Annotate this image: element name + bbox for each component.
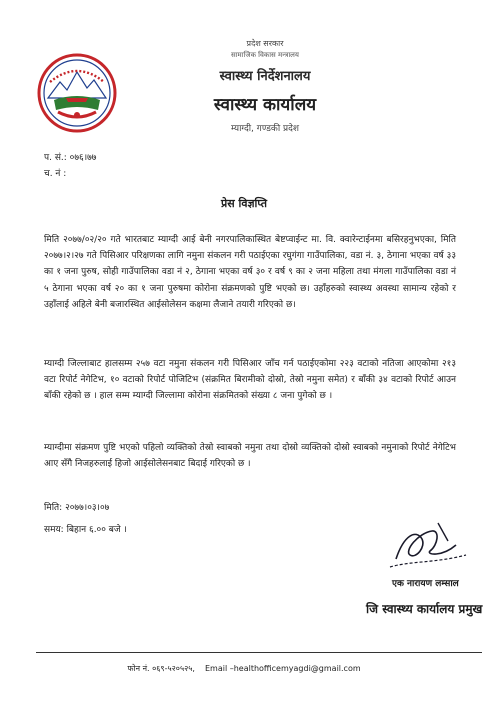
letterhead-directorate: स्वास्थ्य निर्देशनालय xyxy=(219,69,311,84)
signer-name: एक नारायण लम्साल xyxy=(392,579,459,589)
letterhead xyxy=(150,8,380,134)
footer-email[interactable]: Email –healthofficemyagdi@gmail.com xyxy=(204,664,361,673)
handwritten-signature xyxy=(386,515,470,577)
paragraph-2: म्याग्दी जिल्लाबाट हालसम्म २५७ वटा नमुना संकलन गरी पिसिआर जाँच गर्न पठाईएकोमा २२३ वटाको नतिजा आएकोमा २१३ वटा रिपोर्ट नेगेटिभ, १० वटाको रिपोर्ट पोजिटिभ (संक्रमित बिरामीको दोस्रो, तेस्रो नमुना समेत) र बाँकी ३४ वटाको रिपोर्ट आउन बाँकी रहेको छ । हाल सम्म म्याग्दी जिल्लामा कोरोना संक्रमितको संख्या ८ जना पुगेको छ । xyxy=(44,359,456,402)
press-release-heading: प्रेस विज्ञप्ति xyxy=(220,197,268,210)
footer-contact xyxy=(0,663,488,674)
paragraph-1: मिति २०७७/०२/२० गते भारतबाट म्याग्दी आई बेनी नगरपालिकास्थित बेष्टप्वाईन्ट मा. वि. क्वारेन्टाईनमा बसिरहनुभएका, मिति २०७७।२।२७ गते पिसिआर परिक्षणका लागि नमुना संकलन गरी पठाईएका रघुगंगा गाउँपालिका, वडा नं. ३, ठेगाना भएका वर्ष ३३ का १ जना पुरुष, सोही गाउँपालिका वडा नं २, ठेगाना भएका वर्ष ३० र वर्ष ९ का २ जना महिला तथा मंगला गाउँपालिका वडा नं ५ ठेगाना भएका वर्ष २० का १ जना पुरुषमा कोरोना संक्रमणको पुष्टि भएको छ। उहाँहरुको स्वास्थ्य अवस्था सामान्य रहेको र उहाँलाई अहिले बेनी बजारस्थित आईसोलेसन कक्षमा लैजाने तयारी गरिएको छ। xyxy=(44,235,456,310)
letter-number: प. सं.: ०७६।७७ xyxy=(44,153,97,163)
footer-phone: फोन नं. ०६९-५२०५२५, xyxy=(127,664,195,673)
letterhead-office: स्वास्थ्य कार्यालय xyxy=(213,95,317,115)
letterhead-ministry: सामाजिक विकास मन्त्रालय xyxy=(231,51,299,59)
letterhead-location: म्याग्दी, गण्डकी प्रदेश xyxy=(230,124,300,134)
release-date: मिति: २०७७।०३।०७ xyxy=(44,503,110,513)
nepal-emblem-icon xyxy=(36,52,118,134)
letterhead-government: प्रदेश सरकार xyxy=(246,39,284,48)
paragraph-3: म्याग्दीमा संक्रमण पुष्टि भएको पहिलो व्यक्तिको तेस्रो स्वाबको नमुना तथा दोस्रो व्यक्तिको दोस्रो स्वाबको नमुनाको रिपोर्ट नेगेटिभ आए सँगै निजहरुलाई हिजो आईसोलेसनबाट बिदाई गरिएको छ । xyxy=(44,443,456,470)
footer-divider xyxy=(36,652,482,653)
signer-title: जि स्वास्थ्य कार्यालय प्रमुख xyxy=(366,602,483,616)
dispatch-number: च. नं : xyxy=(44,169,67,179)
release-time: समय: बिहान ६.०० बजे । xyxy=(44,525,127,535)
